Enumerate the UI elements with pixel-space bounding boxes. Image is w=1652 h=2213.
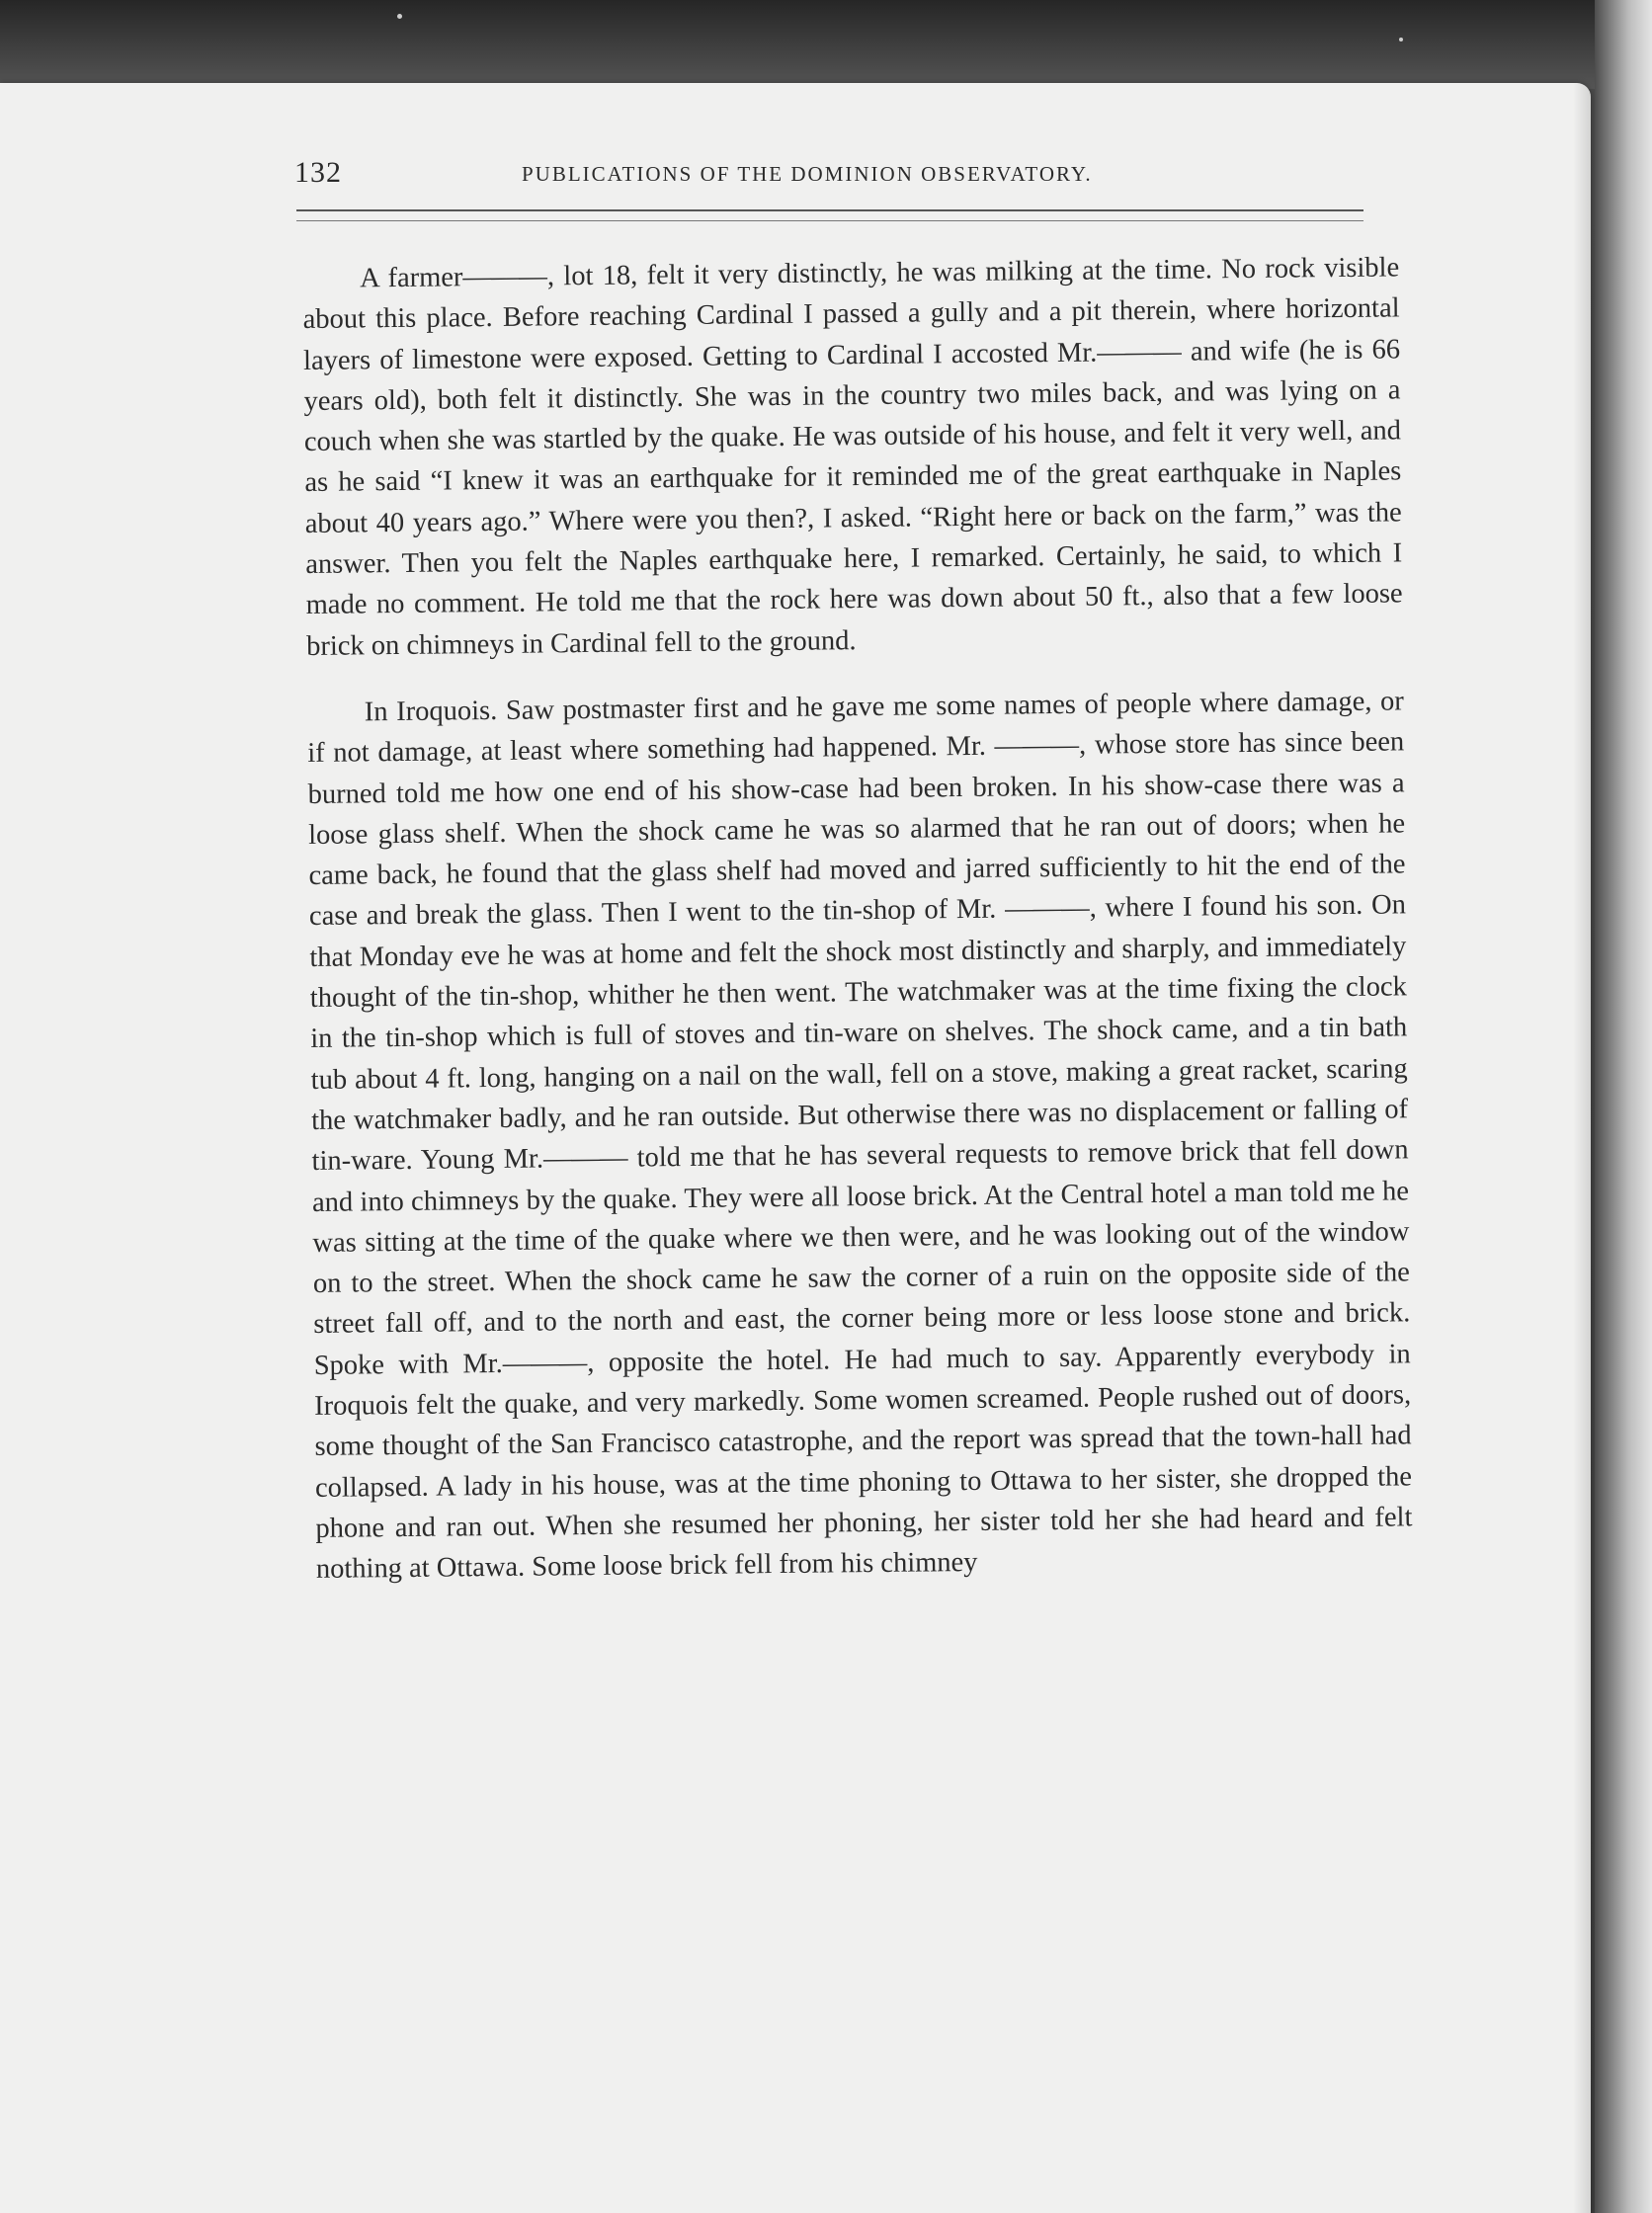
header-double-rule — [296, 209, 1363, 221]
body-text — [302, 247, 1413, 1590]
paragraph-iroquois: In Iroquois. Saw postmaster first and he gave me some names of people where damage, or if not damage, at least where something had happened. Mr. ———, whose store has since been burned told me how one end of his show-case had been broken. In his show-case there was a loose glass shelf. When the shock came he was so alarmed that he ran out of doors; when he came back, he found that the glass shelf had moved and jarred sufficiently to hit the end of the case and break the glass. Then I went to the tin-shop of Mr. ———, where I found his son. On that Monday eve he was at home and felt the shock most distinctly and sharply, and immediately thought of the tin-shop, whither he then went. The watchmaker was at the time fixing the clock in the tin-shop which is full of stoves and tin-ware on shelves. The shock came, and a tin bath tub about 4 ft. long, hanging on a nail on the wall, fell on a stove, making a great racket, scaring the watchmaker badly, and he ran outside. But otherwise there was no displacement or falling of tin-ware. Young Mr.——— told me that he has several requests to remove brick that fell down and into chimneys by the quake. They were all loose brick. At the Central hotel a man told me he was sitting at the time of the quake where we then were, and he was looking out of the window on to the street. When the shock came he saw the corner of a ruin on the opposite side of the street fall off, and to the north and east, the corner being more or less loose stone and brick. Spoke with Mr.———, opposite the hotel. He had much to say. Apparently everybody in Iroquois felt the quake, and very markedly. Some women screamed. People rushed out of doors, some thought of the San Francisco catastrophe, and the report was spread that the town-hall had collapsed. A lady in his house, was at the time phoning to Ottawa to her sister, she dropped the phone and ran out. When she resumed her phoning, her sister told her she had heard and felt nothing at Ottawa. Some loose brick fell from his chimney — [307, 686, 1413, 1586]
page-header — [294, 156, 1362, 196]
running-head: PUBLICATIONS OF THE DOMINION OBSERVATORY. — [522, 162, 1093, 186]
dust-speck — [397, 14, 402, 19]
paragraph-cardinal: A farmer———, lot 18, felt it very distinctly, he was milking at the time. No rock visible about this place. Before reaching Cardinal I passed a gully and a pit therein, where horizontal layers of limestone were exposed. Getting to Cardinal I accosted Mr.——— and wife (he is 66 years old), both felt it distinctly. She was in the country two miles back, and was lying on a couch when she was startled by the quake. He was outside of his house, and felt it very well, and as he said “I knew it was an earthquake for it reminded me of the great earthquake in Naples about 40 years ago.” Where were you then?, I asked. “Right here or back on the farm,” was the answer. Then you felt the Naples earthquake here, I remarked. Certainly, he said, to which I made no comment. He told me that the rock here was down about 50 ft., also that a few loose brick on chimneys in Cardinal fell to the ground. — [302, 252, 1403, 662]
adjacent-page-edge — [1595, 0, 1652, 2213]
page-curl-shadow — [1573, 83, 1591, 2213]
page-number: 132 — [294, 156, 342, 189]
scan-top-edge — [0, 0, 1652, 89]
dust-speck — [1399, 38, 1403, 41]
